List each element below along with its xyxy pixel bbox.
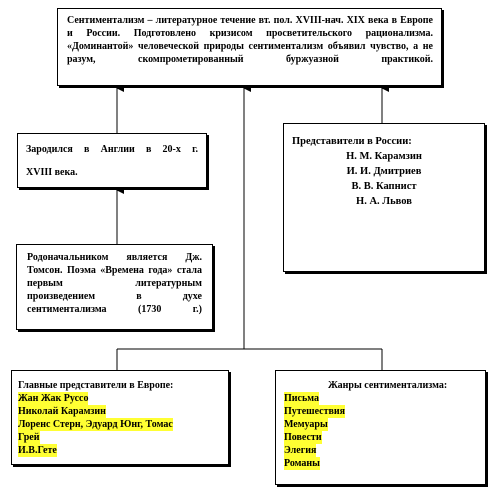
genres-box [275, 370, 486, 485]
genre-travels: Путешествия [284, 406, 346, 417]
origin-england-box [17, 133, 207, 188]
russia-name-lvov: Н. А. Львов [356, 196, 412, 207]
genres-heading: Жанры сентиментализма: [328, 380, 448, 391]
europe-heading: Главные представители в Европе: [18, 380, 174, 391]
genre-letters: Письма [284, 393, 320, 404]
russia-heading: Представители в России: [292, 136, 412, 147]
europe-name-sterne-young-thomas: Лоренс Стерн, Эдуард Юнг, Томас [18, 419, 173, 430]
europe-name-rousseau: Жан Жак Руссо [18, 393, 89, 404]
genre-novels: Романы [284, 458, 320, 469]
europe-representatives-box [11, 370, 229, 465]
founder-thomson-text: Родоначальником является Дж. Томсон. Поэма «Времена года» стала первым литературным произведением в духе сентиментализма (1730 г.) [27, 252, 202, 315]
origin-england-line1: Зародился в Англии в 20-х г. [26, 144, 198, 155]
genre-novellas: Повести [284, 432, 322, 443]
origin-england-line2: XVIII века. [26, 167, 78, 178]
founder-thomson-box [16, 244, 213, 330]
europe-name-karamzin: Николай Карамзин [18, 406, 106, 417]
europe-name-goethe: И.В.Гете [18, 445, 57, 456]
russia-name-dmitriev: И. И. Дмитриев [346, 166, 422, 177]
genre-elegy: Элегия [284, 445, 317, 456]
main-definition-box [57, 8, 442, 86]
russia-representatives-box [283, 123, 485, 272]
europe-name-gray: Грей [18, 432, 40, 443]
russia-name-kapnist: В. В. Капнист [351, 181, 417, 192]
russia-name-karamzin: Н. М. Карамзин [346, 151, 422, 162]
main-definition-text: Сентиментализм – литературное течение вт. пол. XVIII-нач. XIX века в Европе и России. Подготовлено кризисом просветительского рационализма. «Доминантой» человеческой природы сентиментализм объявил чувство, а не разум, скомпрометированный буржуазной практикой. [67, 15, 433, 65]
genre-memoirs: Мемуары [284, 419, 328, 430]
